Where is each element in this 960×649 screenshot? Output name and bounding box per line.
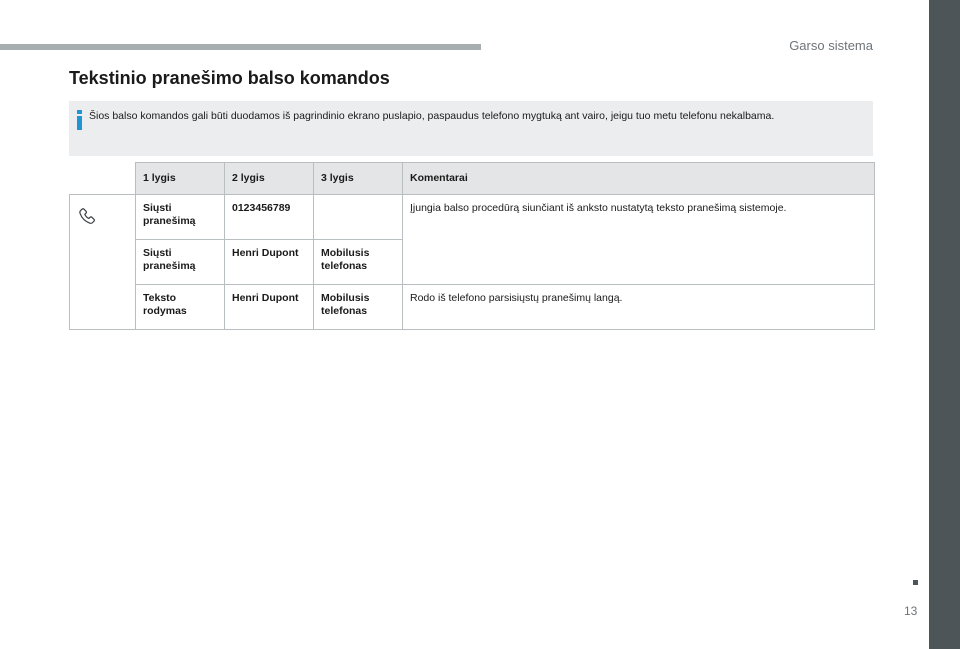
- info-text: Šios balso komandos gali būti duodamos iš pagrindinio ekrano puslapio, paspaudus telefono mygtuką ant vairo, jeigu tuo metu telefonu nekalbama.: [89, 110, 775, 122]
- voice-command-table: [69, 162, 875, 330]
- icon-cell: [70, 195, 136, 330]
- header-level-1: 1 lygis: [136, 163, 225, 195]
- phone-handset-icon: [77, 206, 99, 232]
- page-number: 13: [904, 604, 918, 618]
- info-icon: [77, 110, 83, 130]
- header-rule: [0, 44, 481, 50]
- continuation-marker: [913, 580, 918, 585]
- section-label: Garso sistema: [789, 38, 873, 53]
- table-row: [70, 195, 875, 240]
- info-box: [69, 101, 873, 156]
- row1-level-2: 0123456789: [225, 195, 314, 240]
- row1-level-3: [314, 195, 403, 240]
- row2-level-3: Mobilusis telefonas: [314, 240, 403, 285]
- row3-level-3: Mobilusis telefonas: [314, 285, 403, 330]
- side-band: [929, 0, 960, 649]
- page-title: Tekstinio pranešimo balso komandos: [69, 68, 390, 88]
- row2-level-2: Henri Dupont: [225, 240, 314, 285]
- row1-level-1: Siųsti pranešimą: [136, 195, 225, 240]
- header-level-3: 3 lygis: [314, 163, 403, 195]
- row3-level-2: Henri Dupont: [225, 285, 314, 330]
- row1-comment: Įjungia balso procedūrą siunčiant iš anksto nustatytą teksto pranešimą sistemoje.: [403, 195, 875, 285]
- row3-level-1: Teksto rodymas: [136, 285, 225, 330]
- header-blank-cell: [70, 163, 136, 195]
- table-header-row: [70, 163, 875, 195]
- header-level-2: 2 lygis: [225, 163, 314, 195]
- row3-comment: Rodo iš telefono parsisiųstų pranešimų langą.: [403, 285, 875, 330]
- row2-level-1: Siųsti pranešimą: [136, 240, 225, 285]
- header-comments: Komentarai: [403, 163, 875, 195]
- table-row: [70, 285, 875, 330]
